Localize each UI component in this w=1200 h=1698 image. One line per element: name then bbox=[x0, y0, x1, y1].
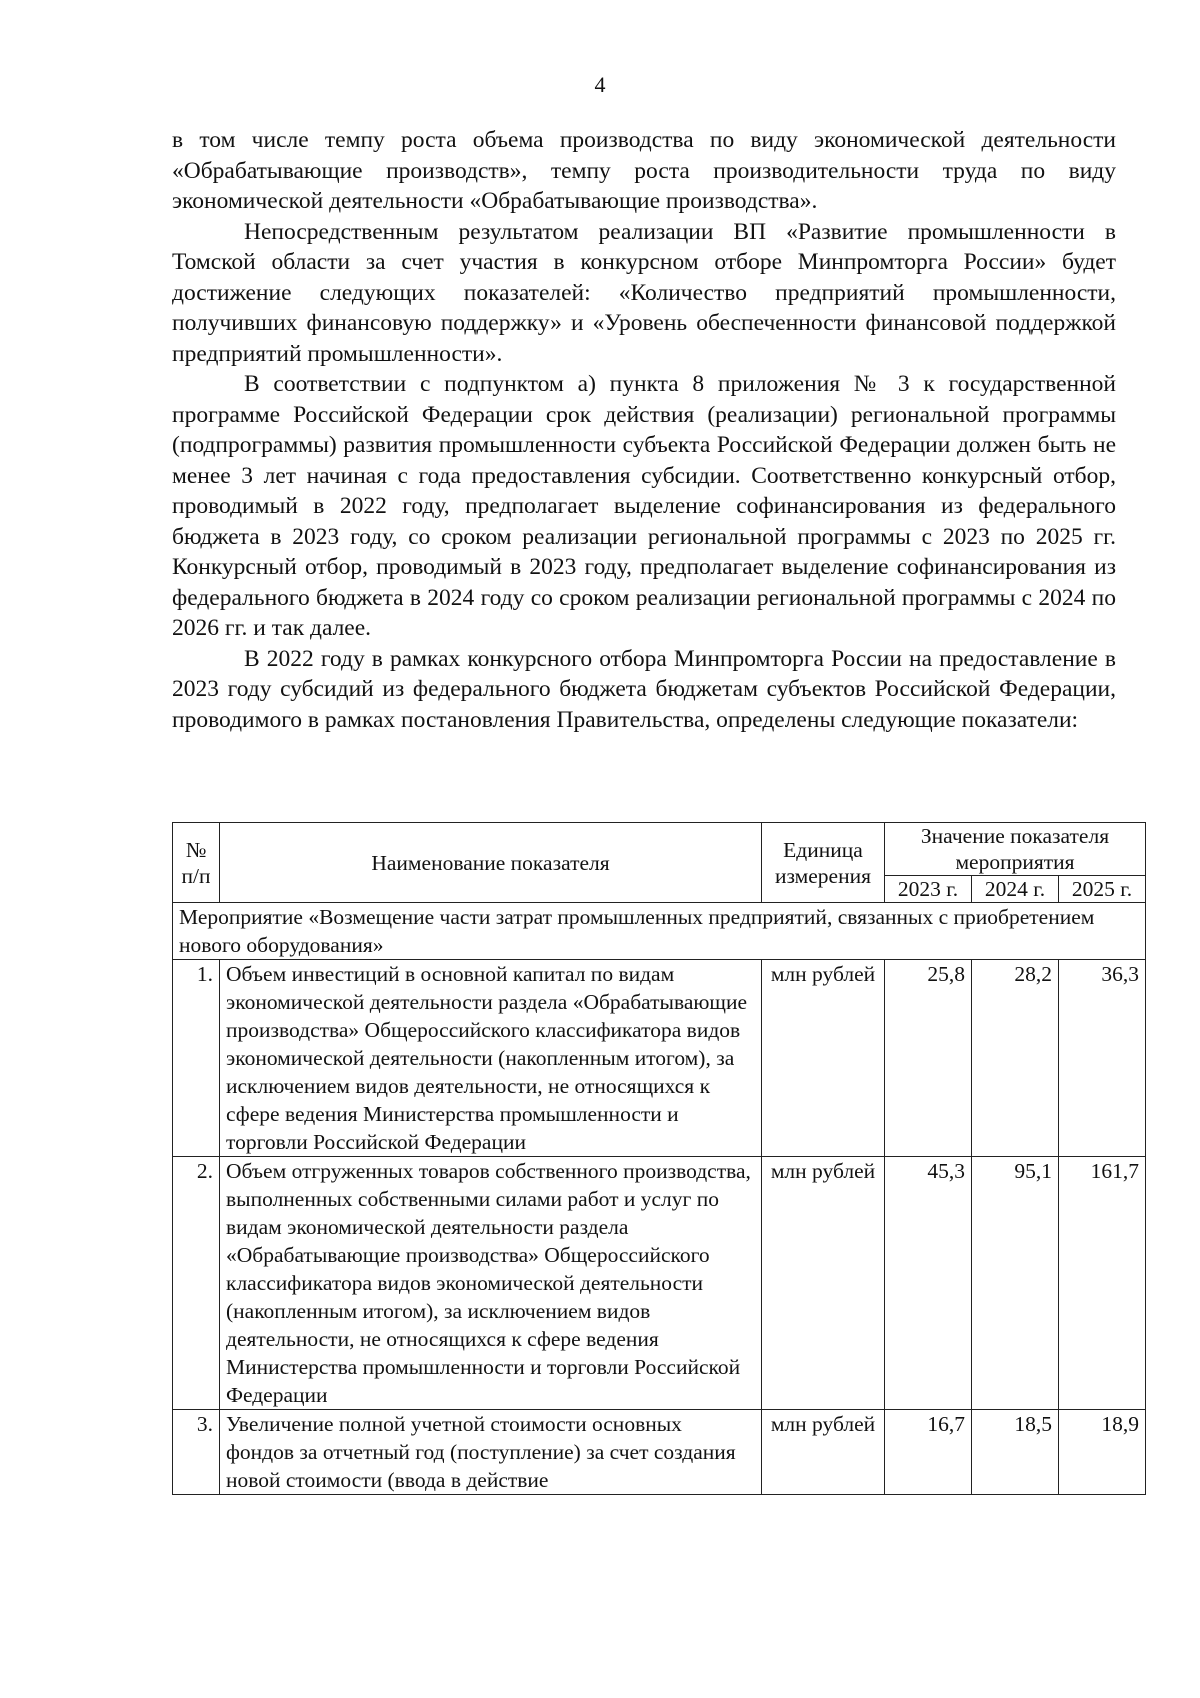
row-num: 1. bbox=[173, 960, 220, 1157]
row-value-2023: 25,8 bbox=[885, 960, 972, 1157]
header-name: Наименование показателя bbox=[220, 823, 762, 903]
row-value-2025: 161,7 bbox=[1059, 1157, 1146, 1410]
body-text bbox=[172, 125, 1116, 735]
header-values-group: Значение показателя мероприятия bbox=[885, 823, 1146, 876]
row-value-2023: 45,3 bbox=[885, 1157, 972, 1410]
row-value-2024: 95,1 bbox=[972, 1157, 1059, 1410]
header-num: № п/п bbox=[173, 823, 220, 903]
table-row bbox=[173, 1157, 1146, 1410]
row-unit: млн рублей bbox=[762, 1157, 885, 1410]
row-value-2025: 18,9 bbox=[1059, 1410, 1146, 1495]
paragraph-2: Непосредственным результатом реализации ВП «Развитие промышленности в Томской области за счет участия в конкурсном отборе Минпромторга России» будет достижение следующих показателей: «Количество предприятий промышленности, получивших финансовую поддержку» и «Уровень обеспеченности финансовой поддержкой предприятий промышленности». bbox=[172, 218, 1116, 367]
paragraph-4: В 2022 году в рамках конкурсного отбора Минпромторга России на предоставление в 2023 году субсидий из федерального бюджета бюджетам субъектов Российской Федерации, проводимого в рамках постановления Правительства, определены следующие показатели: bbox=[172, 645, 1116, 733]
paragraph-1: в том числе темпу роста объема производства по виду экономической деятельности «Обрабатывающие производств», темпу роста производительности труда по виду экономической деятельности «Обрабатывающие производства». bbox=[172, 127, 1116, 214]
row-value-2024: 28,2 bbox=[972, 960, 1059, 1157]
row-num: 3. bbox=[173, 1410, 220, 1495]
row-name: Объем отгруженных товаров собственного производства, выполненных собственными силами работ и услуг по видам экономической деятельности раздела «Обрабатывающие производства» Общероссийского классификатора видов экономической деятельности (накопленным итогом), за исключением видов деятельности, не относящихся к сфере ведения Министерства промышленности и торговли Российской Федерации bbox=[220, 1157, 762, 1410]
table-row bbox=[173, 1410, 1146, 1495]
page-number: 4 bbox=[594, 72, 606, 97]
row-value-2025: 36,3 bbox=[1059, 960, 1146, 1157]
header-year-2023: 2023 г. bbox=[885, 876, 972, 903]
row-unit: млн рублей bbox=[762, 1410, 885, 1495]
table-row bbox=[173, 960, 1146, 1157]
row-num: 2. bbox=[173, 1157, 220, 1410]
header-year-2024: 2024 г. bbox=[972, 876, 1059, 903]
row-name: Увеличение полной учетной стоимости основных фондов за отчетный год (поступление) за счет создания новой стоимости (ввода в действие bbox=[220, 1410, 762, 1495]
row-unit: млн рублей bbox=[762, 960, 885, 1157]
header-unit: Единица измерения bbox=[762, 823, 885, 903]
row-value-2024: 18,5 bbox=[972, 1410, 1059, 1495]
row-name: Объем инвестиций в основной капитал по видам экономической деятельности раздела «Обрабатывающие производства» Общероссийского классификатора видов экономической деятельности (накопленным итогом), за исключением видов деятельности, не относящихся к сфере ведения Министерства промышленности и торговли Российской Федерации bbox=[220, 960, 762, 1157]
row-value-2023: 16,7 bbox=[885, 1410, 972, 1495]
section-title: Мероприятие «Возмещение части затрат промышленных предприятий, связанных с приобретением нового оборудования» bbox=[173, 903, 1146, 960]
indicators-table bbox=[172, 822, 1146, 1495]
paragraph-3: В соответствии с подпунктом а) пункта 8 приложения № 3 к государственной программе Российской Федерации срок действия (реализации) региональной программы (подпрограммы) развития промышленности субъекта Российской Федерации должен быть не менее 3 лет начиная с года предоставления субсидии. Соответственно конкурсный отбор, проводимый в 2022 году, предполагает выделение софинансирования из федерального бюджета в 2023 году, со сроком реализации региональной программы с 2023 по 2025 гг. Конкурсный отбор, проводимый в 2023 году, предполагает выделение софинансирования из федерального бюджета в 2024 году со сроком реализации региональной программы с 2024 по 2026 гг. и так далее. bbox=[172, 371, 1116, 641]
header-year-2025: 2025 г. bbox=[1059, 876, 1146, 903]
